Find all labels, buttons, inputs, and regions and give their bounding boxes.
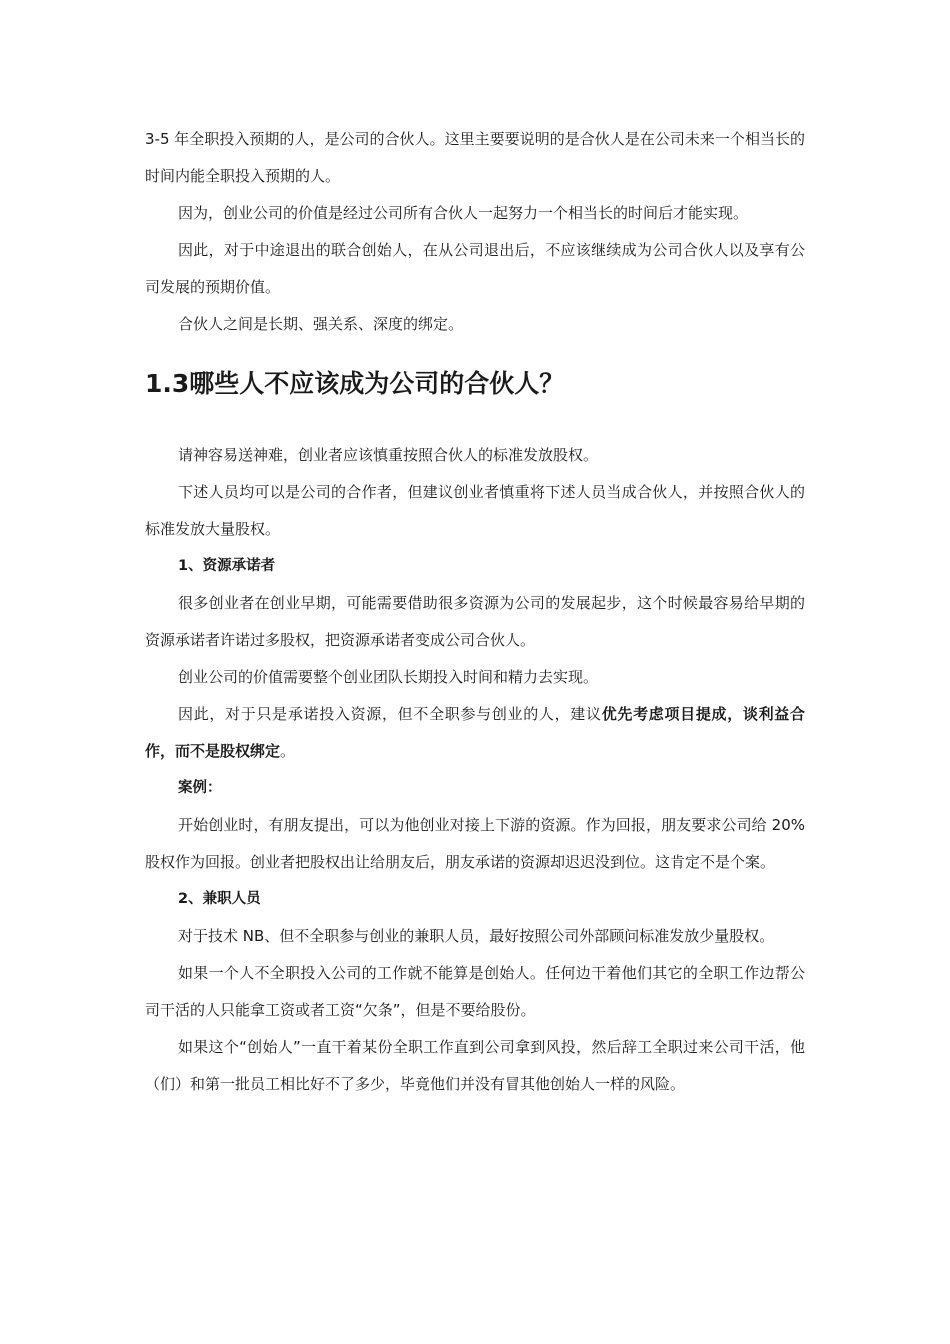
recommendation-end-text: 。: [280, 742, 296, 760]
subheading-part-time-staff: 2、兼职人员: [178, 891, 261, 907]
section-heading: 1.3哪些人不应该成为公司的合伙人？: [145, 369, 565, 398]
paragraph-team-value: 创业公司的价值需要整个创业团队长期投入时间和精力去实现。: [178, 668, 599, 686]
recommendation-lead-text: 因此，对于只是承诺投入资源，但不全职参与创业的人，建议: [178, 705, 602, 723]
paragraph-early-resources: 很多创业者在创业早期，可能需要借助很多资源为公司的发展起步，这个时候最容易给早期的资源承诺者许诺过多股权，把资源承诺者变成公司合伙人。: [145, 594, 805, 649]
paragraph-binding: 合伙人之间是长期、强关系、深度的绑定。: [178, 315, 464, 333]
paragraph-part-time-equity: 对于技术 NB、但不全职参与创业的兼职人员，最好按照公司外部顾问标准发放少量股权。: [178, 927, 775, 945]
paragraph-partner-definition: 3-5 年全职投入预期的人，是公司的合伙人。这里主要要说明的是合伙人是在公司未来一个相当长的时间内能全职投入预期的人。: [145, 130, 805, 185]
paragraph-value-reason: 因为，创业公司的价值是经过公司所有合伙人一起努力一个相当长的时间后才能实现。: [178, 204, 749, 222]
case-label: 案例：: [178, 780, 222, 796]
paragraph-not-founder: 如果一个人不全职投入公司的工作就不能算是创始人。任何边干着他们其它的全职工作边帮公司干活的人只能拿工资或者工资“欠条”，但是不要给股份。: [145, 964, 805, 1019]
paragraph-exit-cofounder: 因此，对于中途退出的联合创始人，在从公司退出后，不应该继续成为公司合伙人以及享有公司发展的预期价值。: [145, 241, 805, 296]
recommendation-bold-text: 优先考虑项目提成，谈利益合作，而不是股权绑定: [145, 705, 805, 760]
paragraph-late-joiner: 如果这个“创始人”一直干着某份全职工作直到公司拿到风投，然后辞工全职过来公司干活，他（们）和第一批员工相比好不了多少，毕竟他们并没有冒其他创始人一样的风险。: [145, 1038, 805, 1093]
paragraph-collaborators: 下述人员均可以是公司的合作者，但建议创业者慎重将下述人员当成合伙人，并按照合伙人的标准发放大量股权。: [145, 483, 805, 538]
paragraph-caution: 请神容易送神难，创业者应该慎重按照合伙人的标准发放股权。: [178, 446, 599, 464]
document-body: [145, 121, 805, 1103]
paragraph-case-study: 开始创业时，有朋友提出，可以为他创业对接上下游的资源。作为回报，朋友要求公司给 20%股权作为回报。创业者把股权出让给朋友后，朋友承诺的资源却迟迟没到位。这肯定不是个案。: [145, 816, 805, 871]
paragraph-recommendation: [145, 696, 805, 770]
subheading-resource-promisers: 1、资源承诺者: [178, 558, 276, 574]
